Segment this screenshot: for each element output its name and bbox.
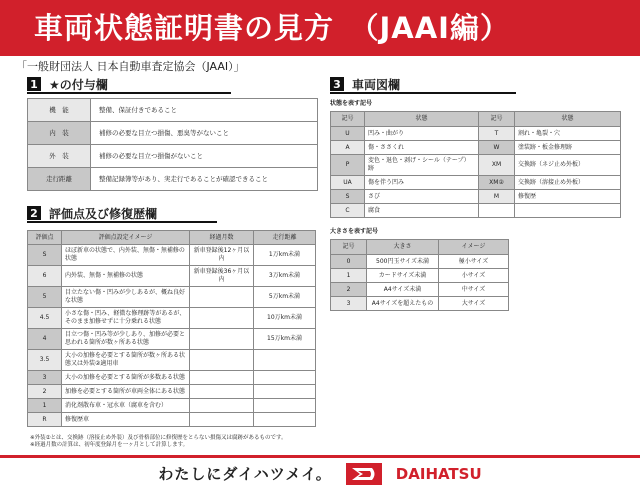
table-cell: 極小サイズ	[439, 255, 509, 269]
section-title: 評価点及び修復歴欄	[49, 206, 158, 221]
table-cell: 1万km未満	[254, 245, 316, 266]
table-cell: 外 装	[28, 145, 91, 168]
table-cell: 評価点	[28, 231, 62, 245]
table-cell	[479, 204, 515, 218]
table-cell: 状態	[365, 112, 479, 127]
table-cell: 3.5	[28, 350, 62, 371]
table-cell: 3	[331, 297, 367, 311]
table-cell	[254, 371, 316, 385]
section1-heading	[27, 76, 231, 94]
table-cell: イメージ	[439, 240, 509, 255]
table-cell: 腐食	[365, 204, 479, 218]
table-row	[331, 112, 621, 127]
table-row	[28, 371, 316, 385]
table-cell	[254, 399, 316, 413]
table-cell: 大小の加修を必要とする箇所が多数ある状態	[62, 371, 190, 385]
table-cell: 交換跡（ネジ止め外板）	[515, 155, 621, 176]
table-row	[331, 155, 621, 176]
table-cell: 補修の必要な目立つ損傷がないこと	[91, 145, 318, 168]
table-row	[28, 99, 318, 122]
table-cell: 交換跡（溶接止め外板）	[515, 176, 621, 190]
table-row	[331, 255, 509, 269]
table-cell: 小さな傷・凹み、軽微な修理跡等があるが、そのまま加修せずに十分乗れる状態	[62, 308, 190, 329]
table-cell: 傷・ささくれ	[365, 141, 479, 155]
table-cell: 4.5	[28, 308, 62, 329]
slogan-logo: わたしにダイハツメイ。	[158, 465, 332, 483]
table-cell	[190, 350, 254, 371]
table-cell: さび	[365, 190, 479, 204]
table-cell: 評価点設定イメージ	[62, 231, 190, 245]
table-cell: 補修の必要な目立つ損傷、悪臭等がないこと	[91, 122, 318, 145]
table-cell: 修復歴車	[62, 413, 190, 427]
table-row	[28, 122, 318, 145]
table-cell: UA	[331, 176, 365, 190]
table-cell: 3万km未満	[254, 266, 316, 287]
table-cell: 10万km未満	[254, 308, 316, 329]
table-cell: 500円玉サイズ未満	[367, 255, 439, 269]
table-cell: C	[331, 204, 365, 218]
table-cell	[190, 329, 254, 350]
footnotes	[27, 435, 318, 449]
table-cell: 割れ・亀裂・穴	[515, 127, 621, 141]
table-cell: 小サイズ	[439, 269, 509, 283]
table-cell: 5	[28, 287, 62, 308]
table-row	[331, 283, 509, 297]
table-cell: 塗装跡・板金修理跡	[515, 141, 621, 155]
table-cell: U	[331, 127, 365, 141]
left-column	[27, 76, 318, 449]
table-cell: 記号	[479, 112, 515, 127]
footer	[0, 458, 640, 490]
size-symbol-table	[330, 239, 509, 311]
table-cell: 凹み・曲がり	[365, 127, 479, 141]
table-cell	[254, 385, 316, 399]
table-row	[331, 176, 621, 190]
state-symbols-label: 状態を表す記号	[330, 100, 373, 107]
table-cell: 走行距離	[28, 168, 91, 191]
table-cell: 大きさ	[367, 240, 439, 255]
table-cell: A4サイズ未満	[367, 283, 439, 297]
table-cell: A	[331, 141, 365, 155]
table-cell: S	[331, 190, 365, 204]
table-cell: 整備記録簿等があり、実走行であることが確認できること	[91, 168, 318, 191]
table-cell: 5万km未満	[254, 287, 316, 308]
right-column	[330, 76, 620, 311]
table-row	[28, 145, 318, 168]
table-cell: 目立つ傷・凹み等が少しあり、加修が必要と思われる箇所が数ヶ所ある状態	[62, 329, 190, 350]
table-cell: 記号	[331, 112, 365, 127]
table-row	[28, 168, 318, 191]
table-cell: 修復歴	[515, 190, 621, 204]
table-cell: 2	[28, 385, 62, 399]
table-cell: M	[479, 190, 515, 204]
table-cell: 4	[28, 329, 62, 350]
table-cell: 2	[331, 283, 367, 297]
table-row	[331, 204, 621, 218]
table-cell: 新車登録後36ヶ月以内	[190, 266, 254, 287]
table-cell: 6	[28, 266, 62, 287]
table-cell: カードサイズ未満	[367, 269, 439, 283]
table-row	[28, 413, 316, 427]
table-cell: 目立たない傷・凹みが少しあるが、概ね良好な状態	[62, 287, 190, 308]
section-title: 車両図欄	[352, 77, 401, 92]
table-cell: T	[479, 127, 515, 141]
table-cell: 大サイズ	[439, 297, 509, 311]
table-row	[331, 141, 621, 155]
table-row	[28, 308, 316, 329]
table-cell: 1	[28, 399, 62, 413]
table-row	[28, 287, 316, 308]
table-cell	[190, 287, 254, 308]
table-row	[331, 240, 509, 255]
section-number: 2	[27, 206, 41, 220]
table-cell: XM	[479, 155, 515, 176]
table-cell: ほぼ新車の状態で、内外装、無傷・無補修の状態	[62, 245, 190, 266]
table-cell	[190, 308, 254, 329]
table-cell: 15万km未満	[254, 329, 316, 350]
table-cell: 変色・退色・剥げ・シール（テープ）跡	[365, 155, 479, 176]
table-cell	[254, 413, 316, 427]
footnote: ※経過月数の計算は、初年度登録月を一ヶ月として計算します。	[30, 442, 189, 448]
table-cell: 状態	[515, 112, 621, 127]
table-row	[28, 231, 316, 245]
table-row	[28, 385, 316, 399]
section-title: ★の付与欄	[49, 77, 108, 92]
table-cell: S	[28, 245, 62, 266]
table-row	[28, 329, 316, 350]
table-cell: 大小の加修を必要とする箇所が数ヶ所ある状態又は外装②適用車	[62, 350, 190, 371]
table-cell: 記号	[331, 240, 367, 255]
section3-heading	[330, 76, 516, 94]
table-row	[331, 190, 621, 204]
table-cell: 0	[331, 255, 367, 269]
table-row	[28, 245, 316, 266]
score-table	[27, 230, 316, 427]
table-cell: 新車登録後12ヶ月以内	[190, 245, 254, 266]
table-cell	[190, 399, 254, 413]
table-cell: A4サイズを超えたもの	[367, 297, 439, 311]
table-cell: 内外装、無傷・無補修の状態	[62, 266, 190, 287]
table-cell: 傷を伴う凹み	[365, 176, 479, 190]
content	[0, 76, 640, 449]
table-cell: 3	[28, 371, 62, 385]
star-table	[27, 98, 318, 191]
section2-heading	[27, 205, 217, 223]
table-cell: W	[479, 141, 515, 155]
table-cell: 機 能	[28, 99, 91, 122]
table-cell: 1	[331, 269, 367, 283]
table-cell: XM②	[479, 176, 515, 190]
table-cell: 走行距離	[254, 231, 316, 245]
subtitle: 「一般財団法人 日本自動車査定協会（JAAI）」	[16, 60, 245, 73]
table-cell: R	[28, 413, 62, 427]
section-number: 3	[330, 77, 344, 91]
table-row	[28, 350, 316, 371]
footnote: ※外装②とは、交換跡（溶接止め外装）及び骨格部位に修復歴をとらない損傷又は腐跡があるものです。	[30, 435, 287, 441]
table-cell: 中サイズ	[439, 283, 509, 297]
table-cell	[190, 385, 254, 399]
size-symbols-label: 大きさを表す記号	[330, 228, 379, 235]
table-cell	[515, 204, 621, 218]
table-row	[28, 266, 316, 287]
table-row	[331, 127, 621, 141]
daihatsu-logo-icon	[346, 463, 382, 485]
table-cell	[254, 350, 316, 371]
state-symbol-table	[330, 111, 621, 218]
table-cell: 加修を必要とする箇所が車両全体にある状態	[62, 385, 190, 399]
page-title: 車両状態証明書の見方 （JAAI編）	[0, 0, 640, 56]
table-cell: 整備、保証付きであること	[91, 99, 318, 122]
table-row	[331, 269, 509, 283]
table-row	[331, 297, 509, 311]
brand-name: DAIHATSU	[395, 465, 482, 483]
table-cell	[190, 371, 254, 385]
table-cell: 消化剤散布車・冠水車（腐車を含む）	[62, 399, 190, 413]
table-cell: P	[331, 155, 365, 176]
table-cell: 内 装	[28, 122, 91, 145]
table-cell	[190, 413, 254, 427]
table-cell: 経過月数	[190, 231, 254, 245]
table-row	[28, 399, 316, 413]
section-number: 1	[27, 77, 41, 91]
